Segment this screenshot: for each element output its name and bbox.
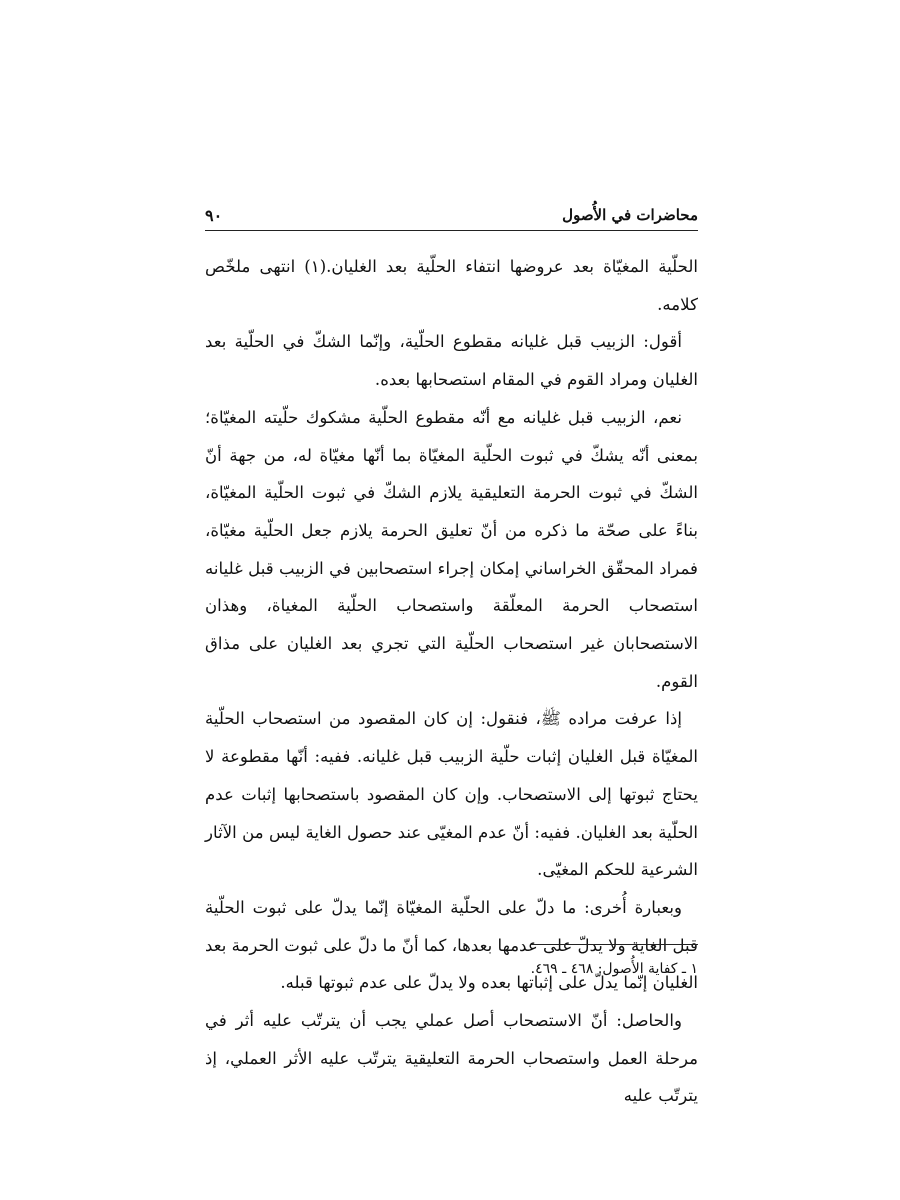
footnote-divider (530, 944, 698, 945)
paragraph-6: والحاصل: أنّ الاستصحاب أصل عملي يجب أن يترتّب عليه أثر في مرحلة العمل واستصحاب الحرمة التعليقية يترتّب عليه الأثر العملي، إذ يترتّب عليه (205, 1011, 698, 1106)
paragraph-3: نعم، الزبيب قبل غليانه مع أنّه مقطوع الحلّية مشكوك حلّيته المغيّاة؛ بمعنى أنّه يشكّ في ثبوت الحلّية المغيّاة بما أنّها مغيّاة له، من جهة أنّ الشكّ في ثبوت الحرمة التعليقية يلازم الشكّ في ثبوت الحلّية المغيّاة، بناءً على صحّة ما ذكره من أنّ تعليق الحرمة يلازم جعل الحلّية مغيّاة، فمراد المحقّق الخراساني إمكان إجراء استصحابين في الزبيب قبل غليانه استصحاب الحرمة المعلّقة واستصحاب الحلّية المغياة، وهذان الاستصحابان غير استصحاب الحلّية التي تجري بعد الغليان على مذاق القوم. (205, 407, 698, 691)
paragraph-4: إذا عرفت مراده ﷺ، فنقول: إن كان المقصود من استصحاب الحلّية المغيّاة قبل الغليان إثبات حلّية الزبيب قبل غليانه. ففيه: أنّها مقطوعة لا يحتاج ثبوتها إلى الاستصحاب. وإن كان المقصود باستصحابها إثبات عدم الحلّية بعد الغليان. ففيه: أنّ عدم المغيّى عند حصول الغاية ليس من الآثار الشرعية للحكم المغيّى. (205, 709, 698, 880)
footnote: ١ ـ كفاية الأُصول: ٤٦٨ ـ ٤٦٩. (530, 961, 698, 977)
running-header (205, 200, 698, 231)
paragraph-2: أقول: الزبيب قبل غليانه مقطوع الحلّية، وإنّما الشكّ في الحلّية بعد الغليان ومراد القوم في المقام استصحابها بعده. (205, 332, 698, 390)
page-number: ٩٠ (205, 206, 223, 225)
book-title: محاضرات في الأُصول (562, 206, 698, 224)
paragraph-1: الحلّية المغيّاة بعد عروضها انتفاء الحلّية بعد الغليان.(١) انتهى ملخّص كلامه. (205, 257, 698, 314)
paragraph-5: وبعبارة أُخرى: ما دلّ على الحلّية المغيّاة إنّما يدلّ على ثبوت الحلّية قبل الغاية ولا يدلّ على عدمها بعدها، كما أنّ ما دلّ على ثبوت الحرمة بعد الغليان إنّما يدلّ على إثباتها بعده ولا يدلّ على عدم ثبوتها قبله. (205, 897, 698, 993)
main-text (205, 248, 698, 1115)
